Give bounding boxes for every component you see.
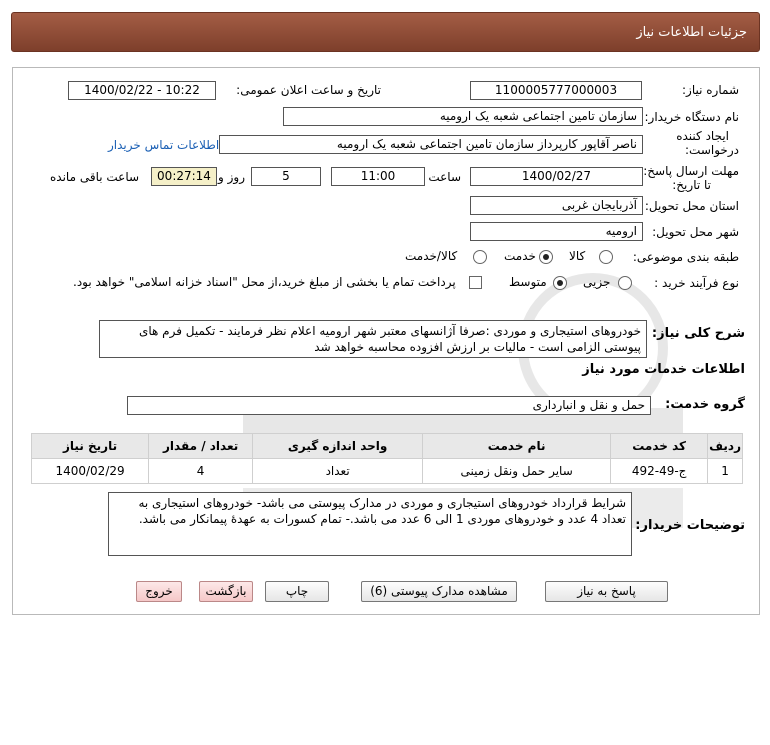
table-header-row — [32, 434, 743, 459]
treasury-payment-note: پرداخت تمام یا بخشی از مبلغ خرید،از محل "اسناد خزانه اسلامی" خواهد بود. — [73, 275, 456, 289]
process-radio-minor[interactable] — [618, 276, 632, 290]
need-details-panel — [12, 67, 760, 615]
days-remaining-field: 5 — [251, 167, 321, 186]
category-label: طبقه بندی موضوعی: — [632, 250, 739, 264]
page-header — [11, 12, 760, 52]
services-table — [31, 433, 743, 484]
back-button[interactable]: بازگشت — [199, 581, 253, 602]
category-radio-goods-service[interactable] — [473, 250, 487, 264]
page-title: جزئیات اطلاعات نیاز — [636, 25, 747, 40]
creator-field: ناصر آقاپور کارپرداز سازمان تامین اجتماعی شعبه یک ارومیه — [219, 135, 643, 154]
deadline-time-field: 11:00 — [331, 167, 425, 186]
services-section-title: اطلاعات خدمات مورد نیاز — [582, 362, 745, 377]
province-label: استان محل تحویل: — [644, 199, 739, 213]
col-header-service-name: نام خدمت — [423, 434, 611, 459]
deadline-date-field: 1400/02/27 — [470, 167, 643, 186]
col-header-quantity: تعداد / مقدار — [149, 434, 253, 459]
table-row — [32, 459, 743, 484]
exit-button[interactable]: خروج — [136, 581, 182, 602]
creator-label: ایجاد کننده — [676, 129, 729, 143]
cell-need-date: 1400/02/29 — [32, 459, 149, 484]
service-group-label: گروه خدمت: — [665, 397, 745, 412]
city-label: شهر محل تحویل: — [652, 225, 739, 239]
category-radio-service[interactable] — [539, 250, 553, 264]
process-option-medium: متوسط — [509, 275, 547, 289]
col-header-unit: واحد اندازه گیری — [253, 434, 423, 459]
buyer-org-field: سازمان تامین اجتماعی شعبه یک ارومیه — [283, 107, 643, 126]
days-label: روز و — [218, 170, 245, 184]
category-option-goods: کالا — [569, 249, 586, 263]
deadline-label: مهلت ارسال پاسخ: — [643, 164, 739, 178]
need-number-label: شماره نیاز: — [682, 83, 739, 97]
process-label: نوع فرآیند خرید : — [654, 276, 739, 290]
service-group-field: حمل و نقل و انبارداری — [127, 396, 651, 415]
treasury-payment-checkbox[interactable] — [469, 276, 482, 289]
summary-label: شرح کلی نیاز: — [651, 326, 745, 341]
province-field: آذربایجان غربی — [470, 196, 643, 215]
col-header-service-code: کد خدمت — [611, 434, 708, 459]
cell-quantity: 4 — [149, 459, 253, 484]
announce-datetime-label: تاریخ و ساعت اعلان عمومی: — [236, 83, 381, 97]
buyer-org-label: نام دستگاه خریدار: — [644, 110, 739, 124]
print-button[interactable]: چاپ — [265, 581, 329, 602]
buyer-notes-text: شرایط قرارداد خودروهای استیجاری و موردی در مدارک پیوستی می باشد- خودروهای استیجاری به تعداد 4 عدد و خودروهای موردی 1 الی 6 عدد می باشد.- تمام کسورات به عهدهٔ پیمانکار می باشد. — [108, 492, 632, 556]
view-attachments-button[interactable]: مشاهده مدارک پیوستی (6) — [361, 581, 517, 602]
buyer-notes-label: توضیحات خریدار: — [635, 518, 745, 533]
announce-datetime-field: 1400/02/22 - 10:22 — [68, 81, 216, 100]
city-field: ارومیه — [470, 222, 643, 241]
buyer-contact-link[interactable]: اطلاعات تماس خریدار — [108, 138, 220, 152]
need-number-field: 1100005777000003 — [470, 81, 642, 100]
category-option-goods-service: کالا/خدمت — [405, 249, 458, 263]
creator-label-2: درخواست: — [685, 143, 739, 157]
category-option-service: خدمت — [504, 249, 536, 263]
col-header-need-date: تاریخ نیاز — [32, 434, 149, 459]
deadline-date-label: تا تاریخ: — [672, 178, 711, 192]
col-header-row-num: ردیف — [708, 434, 743, 459]
cell-service-name: سایر حمل ونقل زمینی — [423, 459, 611, 484]
deadline-time-label: ساعت — [428, 170, 461, 184]
reply-button[interactable]: پاسخ به نیاز — [545, 581, 668, 602]
cell-row-num: 1 — [708, 459, 743, 484]
process-radio-medium[interactable] — [553, 276, 567, 290]
cell-unit: تعداد — [253, 459, 423, 484]
remaining-time-label: ساعت باقی مانده — [50, 170, 140, 184]
summary-text: خودروهای استیجاری و موردی :صرفا آژانسهای معتبر شهر ارومیه اعلام نظر فرمایند - تکمیل فرم های پیوستی الزامی است - مالیات بر ارزش افزوده محاسبه خواهد شد — [99, 320, 647, 358]
cell-service-code: ج-49-492 — [611, 459, 708, 484]
remaining-time-field: 00:27:14 — [151, 167, 217, 186]
process-option-minor: جزیی — [583, 275, 611, 289]
category-radio-goods[interactable] — [599, 250, 613, 264]
